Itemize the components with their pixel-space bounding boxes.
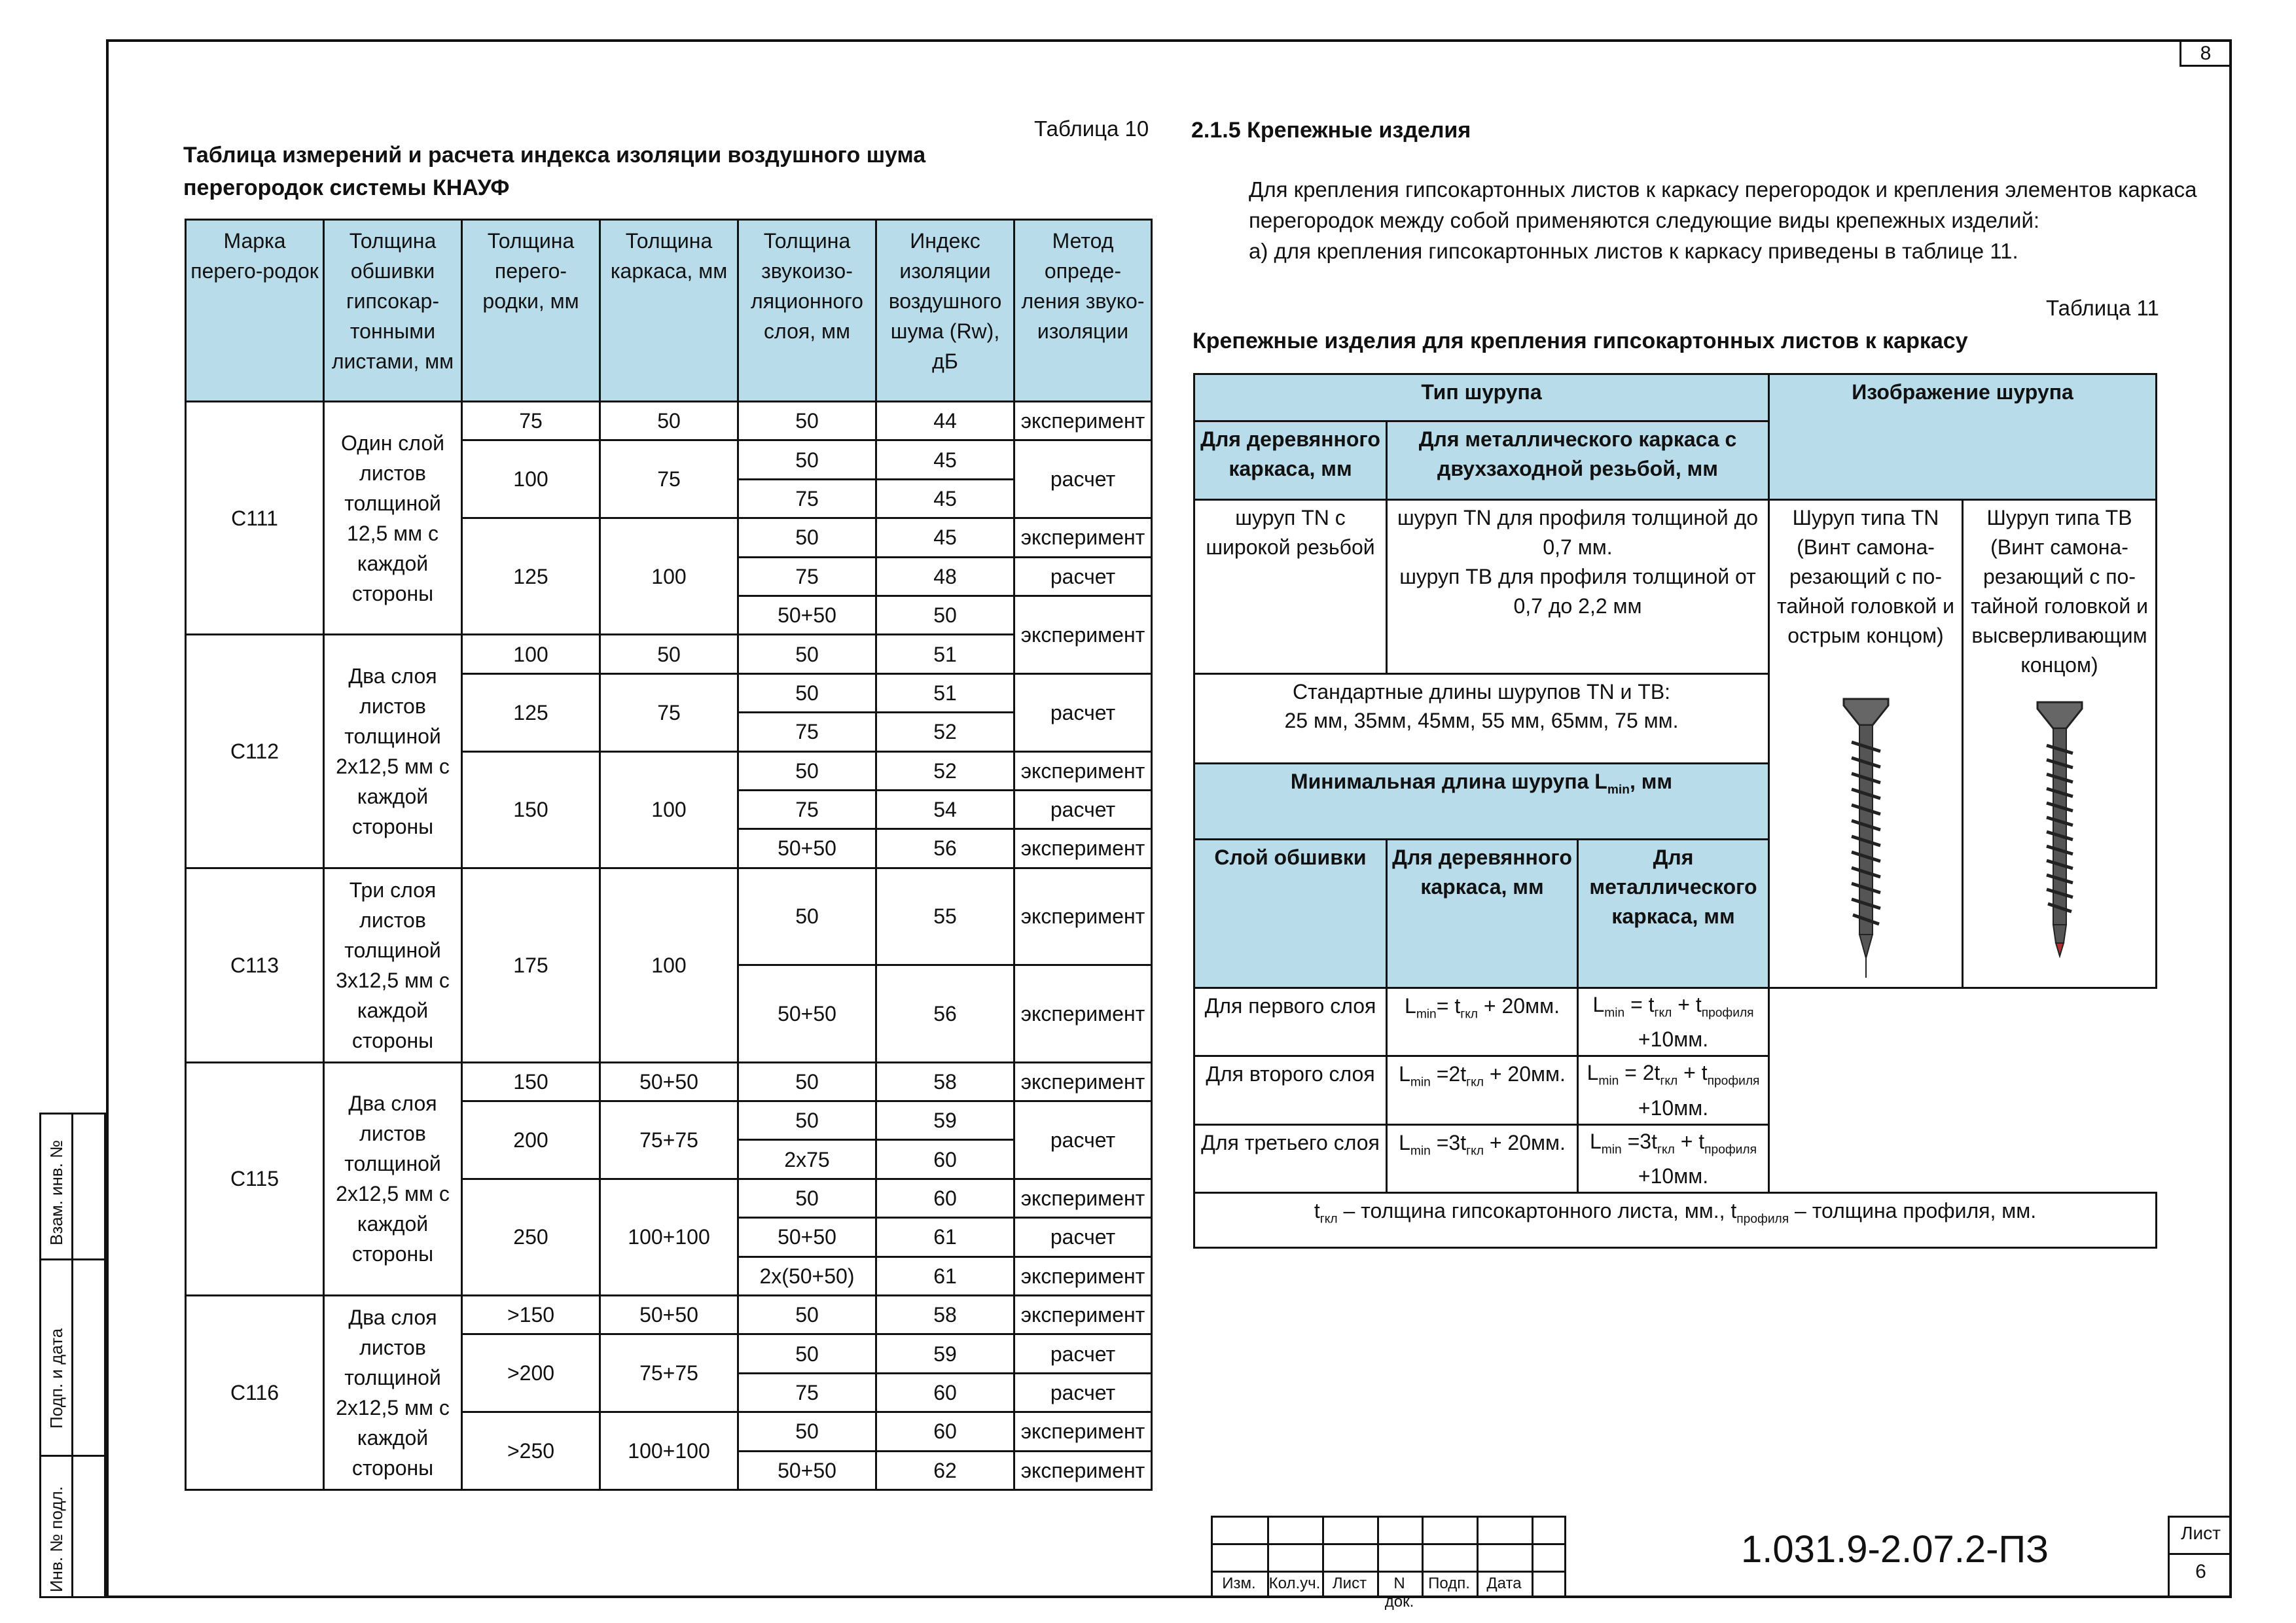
t11-header-wood: Для деревянного каркаса, мм xyxy=(1194,421,1387,500)
t11-header-metal2: Для металлического каркаса, мм xyxy=(1578,840,1769,988)
t10-insulation: 75 xyxy=(738,1373,876,1412)
t10-rw: 60 xyxy=(876,1179,1014,1217)
t10-method: эксперимент xyxy=(1014,751,1152,790)
t10-insulation: 50 xyxy=(738,402,876,440)
tb-label-podp: Подп. xyxy=(1428,1575,1470,1592)
t10-frame-thickness: 75 xyxy=(600,673,738,751)
t10-rw: 45 xyxy=(876,440,1014,479)
t11-wood-formula: $L_{min}= t_{гкл} + 20мм$. xyxy=(1387,988,1578,1056)
t10-mark: С113 xyxy=(186,868,324,1062)
t11-min-length-header: Минимальная длина шурупа $L_{min}$, мм xyxy=(1194,763,1769,839)
t10-sheathing: Два слоя листов толщиной 2х12,5 мм с каждой стороны xyxy=(324,635,462,868)
sheet-label: Лист xyxy=(2181,1523,2221,1543)
t10-method: эксперимент xyxy=(1014,829,1152,868)
t10-frame-thickness: 50+50 xyxy=(600,1296,738,1334)
t11-header-type: Тип шурупа xyxy=(1194,374,1769,421)
t10-rw: 61 xyxy=(876,1218,1014,1257)
t10-mark: С115 xyxy=(186,1062,324,1295)
t10-method: эксперимент xyxy=(1014,596,1152,673)
t10-insulation: 50 xyxy=(738,1179,876,1217)
t10-header: Индекс изоляции воздушного шума (Rw), дБ xyxy=(876,220,1014,402)
t10-header: Метод опреде-ления звуко-изоляции xyxy=(1014,220,1152,402)
t10-sheathing: Два слоя листов толщиной 2х12,5 мм с каждой стороны xyxy=(324,1296,462,1490)
t10-rw: 61 xyxy=(876,1257,1014,1295)
t10-sheathing: Один слой листов толщиной 12,5 мм с каждой стороны xyxy=(324,402,462,635)
t10-insulation: 50+50 xyxy=(738,596,876,634)
t10-insulation: 50 xyxy=(738,868,876,965)
t10-rw: 54 xyxy=(876,790,1014,829)
t10-partition-thickness: >250 xyxy=(462,1412,600,1490)
t10-partition-thickness: 75 xyxy=(462,402,600,440)
t10-rw: 58 xyxy=(876,1062,1014,1101)
t10-method: расчет xyxy=(1014,790,1152,829)
t10-mark: С111 xyxy=(186,402,324,635)
t10-method: эксперимент xyxy=(1014,402,1152,440)
t10-method: эксперимент xyxy=(1014,965,1152,1063)
t10-method: расчет xyxy=(1014,1101,1152,1179)
screw-tn-icon xyxy=(1840,696,1892,984)
stamp-label-signdate: Подп. и дата xyxy=(46,1328,66,1429)
tb-label-data: Дата xyxy=(1486,1575,1522,1592)
t10-insulation: 50 xyxy=(738,1412,876,1451)
sheet-box xyxy=(2168,1516,2232,1598)
t10-rw: 50 xyxy=(876,596,1014,634)
t10-insulation: 50 xyxy=(738,1101,876,1140)
t10-rw: 44 xyxy=(876,402,1014,440)
t10-insulation: 75 xyxy=(738,790,876,829)
t11-header-metal: Для металлического каркаса с двухзаходной резьбой, мм xyxy=(1387,421,1769,500)
t10-frame-thickness: 100+100 xyxy=(600,1412,738,1490)
t10-insulation: 50+50 xyxy=(738,1218,876,1257)
t10-insulation: 50+50 xyxy=(738,1451,876,1489)
t10-insulation: 2х75 xyxy=(738,1140,876,1179)
t10-method: расчет xyxy=(1014,1218,1152,1257)
t11-std-lengths: Стандартные длины шурупов TN и TB: 25 мм, 35мм, 45мм, 55 мм, 65мм, 75 мм. xyxy=(1194,673,1769,763)
t10-method: эксперимент xyxy=(1014,1451,1152,1489)
t10-partition-thickness: 100 xyxy=(462,440,600,518)
t10-insulation: 50 xyxy=(738,635,876,673)
t10-insulation: 2х(50+50) xyxy=(738,1257,876,1295)
t11-screw-tb-cell xyxy=(1963,500,2157,988)
page-number: 8 xyxy=(2179,39,2232,67)
t10-method: расчет xyxy=(1014,557,1152,596)
t11-footnote: $t_{гкл}$ – толщина гипсокартонного листа, мм., $t_{профиля}$ – толщина профиля, мм. xyxy=(1194,1193,2157,1248)
t10-header: Марка перего-родок xyxy=(186,220,324,402)
t10-method: эксперимент xyxy=(1014,1062,1152,1101)
t11-wood-screw: шуруп TN с широкой резьбой xyxy=(1194,500,1387,674)
t10-frame-thickness: 100+100 xyxy=(600,1179,738,1295)
t11-wood-formula: $L_{min} =3t_{гкл} + 20мм$. xyxy=(1387,1124,1578,1192)
t10-rw: 60 xyxy=(876,1140,1014,1179)
t10-frame-thickness: 75+75 xyxy=(600,1334,738,1412)
t10-frame-thickness: 75+75 xyxy=(600,1101,738,1179)
t10-sheathing: Три слоя листов толщиной 3х12,5 мм с каждой стороны xyxy=(324,868,462,1062)
t10-rw: 48 xyxy=(876,557,1014,596)
t10-rw: 59 xyxy=(876,1334,1014,1373)
t10-partition-thickness: 125 xyxy=(462,673,600,751)
table10-title: Таблица измерений и расчета индекса изоляции воздушного шума перегородок системы КНАУФ xyxy=(183,143,926,200)
t10-method: расчет xyxy=(1014,673,1152,751)
t11-layer-name: Для третьего слоя xyxy=(1194,1124,1387,1192)
t11-metal-formula: $L_{min} =3t_{гкл} + t_{профиля}$ +10мм. xyxy=(1578,1124,1769,1192)
t10-insulation: 75 xyxy=(738,713,876,751)
t10-insulation: 75 xyxy=(738,479,876,518)
t10-insulation: 75 xyxy=(738,557,876,596)
t10-insulation: 50 xyxy=(738,1334,876,1373)
t10-partition-thickness: 100 xyxy=(462,635,600,673)
t10-rw: 59 xyxy=(876,1101,1014,1140)
t10-insulation: 50 xyxy=(738,1296,876,1334)
t10-insulation: 50+50 xyxy=(738,965,876,1063)
t11-metal-formula: $L_{min} = t_{гкл} + t_{профиля}$ +10мм. xyxy=(1578,988,1769,1056)
t10-insulation: 50+50 xyxy=(738,829,876,868)
document-code: 1.031.9-2.07.2-ПЗ xyxy=(1741,1528,2049,1571)
t10-method: расчет xyxy=(1014,440,1152,518)
screw-tb-caption: Шуруп типа TB (Винт самона-резающий с по-тайной головкой и высверливающим концом) xyxy=(1971,506,2148,677)
t10-partition-thickness: 150 xyxy=(462,751,600,868)
t10-method: эксперимент xyxy=(1014,1296,1152,1334)
t10-sheathing: Два слоя листов толщиной 2х12,5 мм с каждой стороны xyxy=(324,1062,462,1295)
t10-insulation: 50 xyxy=(738,440,876,479)
t10-rw: 55 xyxy=(876,868,1014,965)
t10-partition-thickness: 200 xyxy=(462,1101,600,1179)
t10-frame-thickness: 100 xyxy=(600,518,738,635)
t10-header: Толщина каркаса, мм xyxy=(600,220,738,402)
t10-method: расчет xyxy=(1014,1334,1152,1373)
stamp-label-inv: Инв. № подл. xyxy=(46,1486,66,1592)
table10-number: Таблица 10 xyxy=(1034,116,1149,141)
table11 xyxy=(1193,373,2157,1249)
table-row xyxy=(1194,1124,2157,1192)
t10-rw: 56 xyxy=(876,829,1014,868)
t10-rw: 45 xyxy=(876,518,1014,557)
t10-method: эксперимент xyxy=(1014,1257,1152,1295)
table11-number: Таблица 11 xyxy=(2046,296,2159,320)
t10-frame-thickness: 50+50 xyxy=(600,1062,738,1101)
table-row xyxy=(186,1296,1152,1334)
t10-partition-thickness: 175 xyxy=(462,868,600,1062)
t10-frame-thickness: 100 xyxy=(600,868,738,1062)
tb-label-list: Лист xyxy=(1332,1575,1367,1592)
t10-header: Толщина обшивки гипсокар-тонными листами, мм xyxy=(324,220,462,402)
table-row xyxy=(186,402,1152,440)
t10-rw: 60 xyxy=(876,1412,1014,1451)
t11-layer-name: Для второго слоя xyxy=(1194,1056,1387,1124)
t10-method: эксперимент xyxy=(1014,1179,1152,1217)
t10-frame-thickness: 100 xyxy=(600,751,738,868)
t10-insulation: 50 xyxy=(738,673,876,712)
t10-mark: С112 xyxy=(186,635,324,868)
t10-partition-thickness: 150 xyxy=(462,1062,600,1101)
table-row xyxy=(186,1062,1152,1101)
t10-partition-thickness: 250 xyxy=(462,1179,600,1295)
t10-header: Толщина звукоизо-ляционного слоя, мм xyxy=(738,220,876,402)
tb-label-kol: Кол.уч. xyxy=(1268,1575,1321,1592)
t10-rw: 60 xyxy=(876,1373,1014,1412)
table-row xyxy=(1194,988,2157,1056)
side-stamp xyxy=(39,1113,106,1598)
table-row xyxy=(186,635,1152,673)
t10-insulation: 50 xyxy=(738,1062,876,1101)
t11-header-wood2: Для деревянного каркаса, мм xyxy=(1387,840,1578,988)
t10-rw: 62 xyxy=(876,1451,1014,1489)
t11-metal-formula: $L_{min} = 2t_{гкл} + t_{профиля}$ +10мм. xyxy=(1578,1056,1769,1124)
t10-rw: 58 xyxy=(876,1296,1014,1334)
t10-frame-thickness: 50 xyxy=(600,635,738,673)
t10-rw: 45 xyxy=(876,479,1014,518)
t10-frame-thickness: 50 xyxy=(600,402,738,440)
t10-header: Толщина перего-родки, мм xyxy=(462,220,600,402)
tb-label-izm: Изм. xyxy=(1222,1575,1256,1592)
section-heading: 2.1.5 Крепежные изделия xyxy=(1191,118,1471,143)
t11-metal-screw: шуруп TN для профиля толщиной до 0,7 мм. шуруп TB для профиля толщиной от 0,7 до 2,2 мм xyxy=(1387,500,1769,674)
t10-method: эксперимент xyxy=(1014,518,1152,557)
tb-label-ndoc: N док. xyxy=(1384,1575,1414,1611)
sheet-number: 6 xyxy=(2195,1561,2206,1582)
t10-insulation: 50 xyxy=(738,751,876,790)
t11-header-image: Изображение шурупа xyxy=(1769,374,2157,500)
screw-tb-icon xyxy=(2034,700,2086,961)
t11-header-layer: Слой обшивки xyxy=(1194,840,1387,988)
t10-rw: 51 xyxy=(876,673,1014,712)
table-row xyxy=(186,868,1152,965)
t11-wood-formula: $L_{min} =2t_{гкл} + 20мм$. xyxy=(1387,1056,1578,1124)
t10-rw: 52 xyxy=(876,751,1014,790)
t10-method: эксперимент xyxy=(1014,1412,1152,1451)
table11-title: Крепежные изделия для крепления гипсокартонных листов к каркасу xyxy=(1193,329,1968,353)
t10-rw: 56 xyxy=(876,965,1014,1063)
t10-partition-thickness: >150 xyxy=(462,1296,600,1334)
screw-tn-caption: Шуруп типа TN (Винт самона-резающий с по-тайной головкой и острым концом) xyxy=(1777,506,1954,647)
t11-screw-tn-cell xyxy=(1769,500,1963,988)
t10-partition-thickness: >200 xyxy=(462,1334,600,1412)
t10-mark: С116 xyxy=(186,1296,324,1490)
t10-method: расчет xyxy=(1014,1373,1152,1412)
section-paragraph: Для крепления гипсокартонных листов к каркасу перегородок и крепления элементов каркаса перегородок между собой применяются следующие виды крепежных изделий: а) для крепления гипсокартонных листов к каркасу приведены в таблице 11. xyxy=(1249,177,2197,263)
t10-insulation: 50 xyxy=(738,518,876,557)
t10-rw: 52 xyxy=(876,713,1014,751)
stamp-label-replace: Взам. инв. № xyxy=(46,1139,66,1245)
t10-frame-thickness: 75 xyxy=(600,440,738,518)
t11-layer-name: Для первого слоя xyxy=(1194,988,1387,1056)
table-row xyxy=(1194,1056,2157,1124)
t10-rw: 51 xyxy=(876,635,1014,673)
t10-method: эксперимент xyxy=(1014,868,1152,965)
t10-partition-thickness: 125 xyxy=(462,518,600,635)
table10 xyxy=(185,219,1153,1491)
